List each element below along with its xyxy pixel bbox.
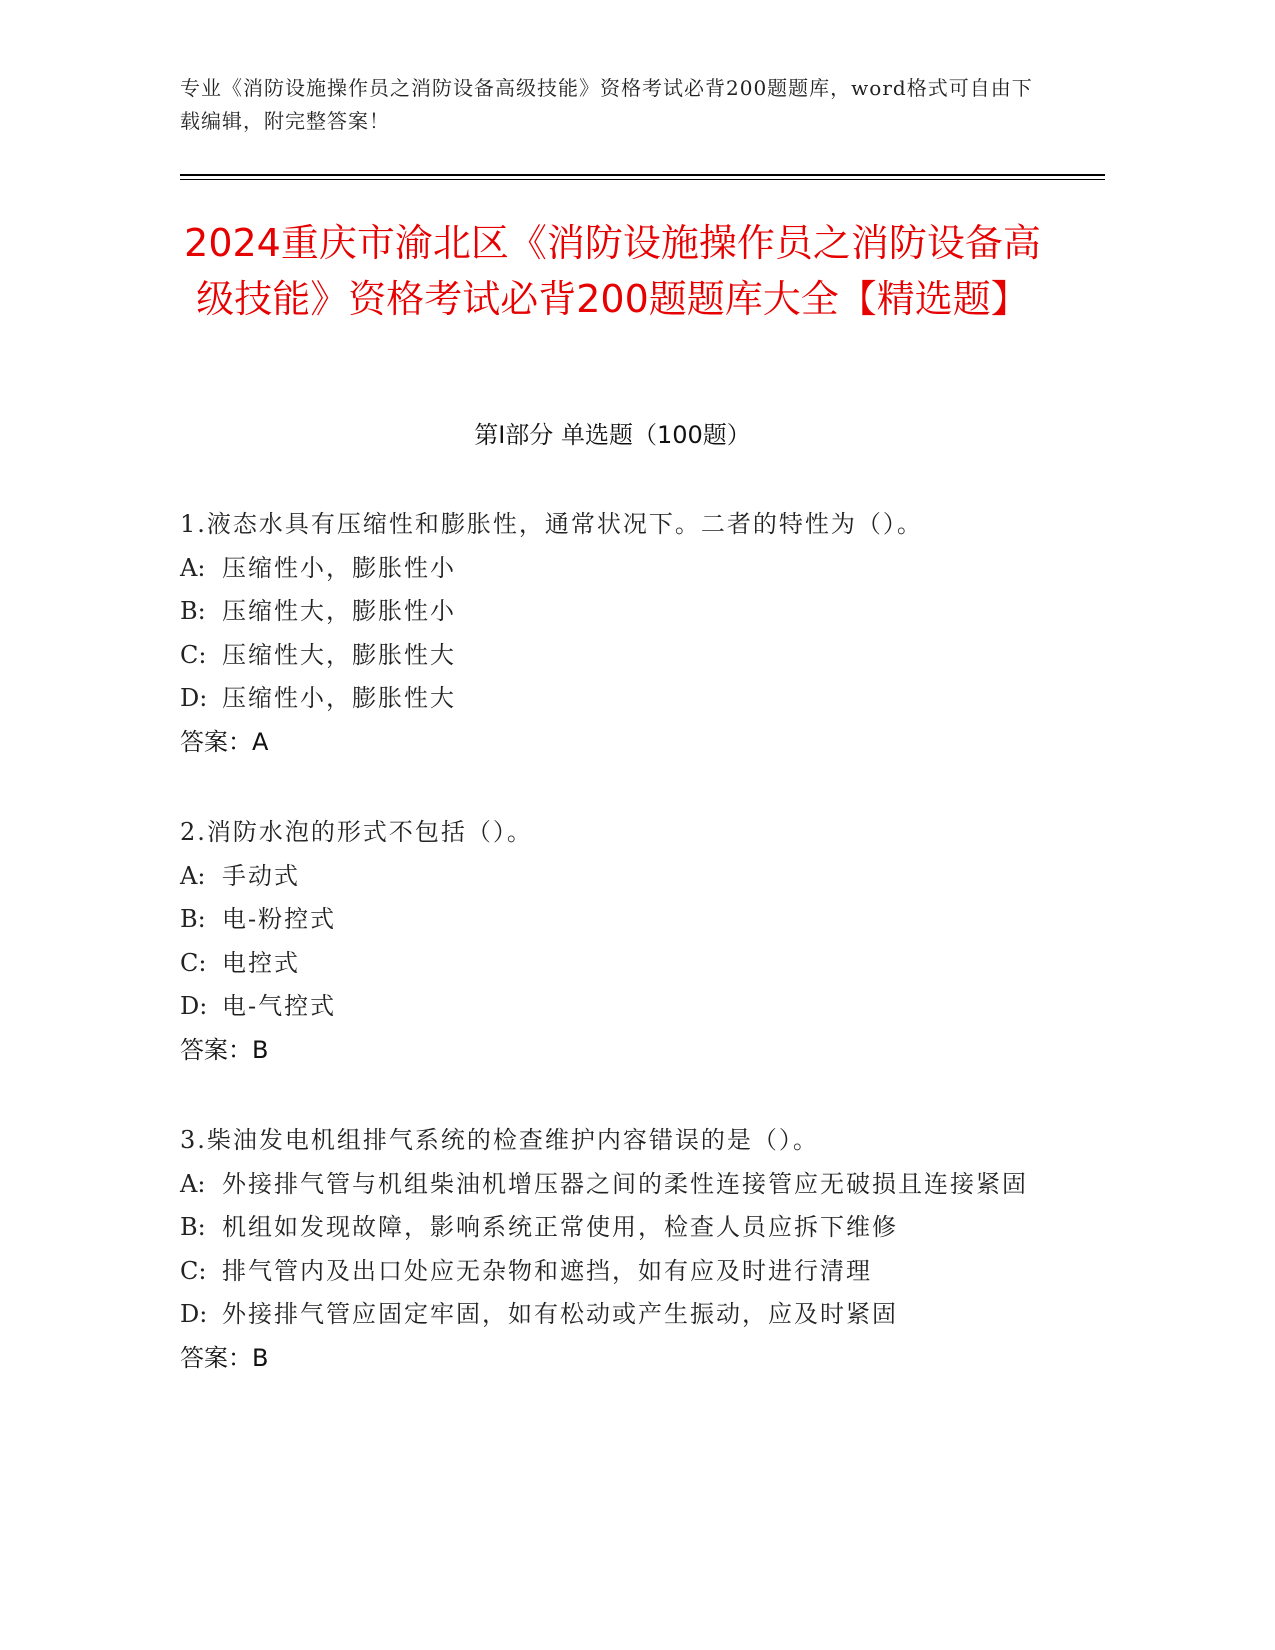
option-c: [180, 942, 1050, 986]
section-heading: 第Ⅰ部分 单选题（100题）: [474, 421, 751, 449]
option-letter: A:: [180, 1169, 206, 1198]
question-list: [180, 503, 1050, 1427]
option-d: [180, 677, 1050, 721]
question-stem: 3.柴油发电机组排气系统的检查维护内容错误的是（）。: [180, 1126, 819, 1154]
option-text: 电-气控式: [222, 992, 337, 1020]
option-letter: B:: [180, 1213, 206, 1241]
question-stem: 1.液态水具有压缩性和膨胀性，通常状况下。二者的特性为（）。: [180, 510, 923, 538]
question-item: [180, 503, 1050, 764]
option-letter: B:: [180, 905, 206, 933]
question-stem: 2.消防水泡的形式不包括（）。: [180, 818, 533, 846]
option-b: [180, 590, 1050, 634]
option-a: [180, 1163, 1050, 1207]
option-text: 手动式: [222, 861, 300, 890]
option-d: [180, 1293, 1050, 1337]
question-item: [180, 1119, 1050, 1380]
option-b: [180, 1206, 1050, 1250]
option-text: 外接排气管与机组柴油机增压器之间的柔性连接管应无破损且连接紧固: [222, 1169, 1028, 1198]
option-b: [180, 898, 1050, 942]
header-note: 专业《消防设施操作员之消防设备高级技能》资格考试必背200题题库，word格式可自由下载编辑，附完整答案！: [180, 76, 1033, 133]
question-item: [180, 811, 1050, 1072]
option-letter: C:: [180, 640, 207, 669]
option-letter: C:: [180, 1256, 207, 1285]
option-letter: D:: [180, 992, 208, 1020]
option-text: 压缩性大，膨胀性小: [222, 597, 456, 625]
header-divider: [180, 174, 1105, 176]
option-letter: A:: [180, 553, 206, 582]
option-letter: A:: [180, 861, 206, 890]
document-title: 2024重庆市渝北区《消防设施操作员之消防设备高级技能》资格考试必背200题题库大全【精选题】: [184, 221, 1041, 321]
answer-line: 答案：B: [180, 1343, 269, 1372]
option-text: 机组如发现故障，影响系统正常使用，检查人员应拆下维修: [222, 1213, 898, 1241]
option-d: [180, 985, 1050, 1029]
option-text: 压缩性小，膨胀性小: [222, 553, 456, 582]
answer-line: 答案：A: [180, 727, 269, 756]
option-text: 电控式: [222, 948, 300, 977]
option-text: 压缩性大，膨胀性大: [222, 640, 456, 669]
option-letter: D:: [180, 1300, 208, 1328]
header-divider-thin: [180, 179, 1105, 180]
option-a: [180, 855, 1050, 899]
option-letter: D:: [180, 684, 208, 712]
option-letter: C:: [180, 948, 207, 977]
option-c: [180, 1250, 1050, 1294]
answer-line: 答案：B: [180, 1035, 269, 1064]
option-a: [180, 547, 1050, 591]
option-c: [180, 634, 1050, 678]
option-text: 排气管内及出口处应无杂物和遮挡，如有应及时进行清理: [222, 1256, 872, 1285]
option-text: 电-粉控式: [222, 905, 337, 933]
option-text: 外接排气管应固定牢固，如有松动或产生振动，应及时紧固: [222, 1300, 898, 1328]
option-letter: B:: [180, 597, 206, 625]
option-text: 压缩性小，膨胀性大: [222, 684, 456, 712]
